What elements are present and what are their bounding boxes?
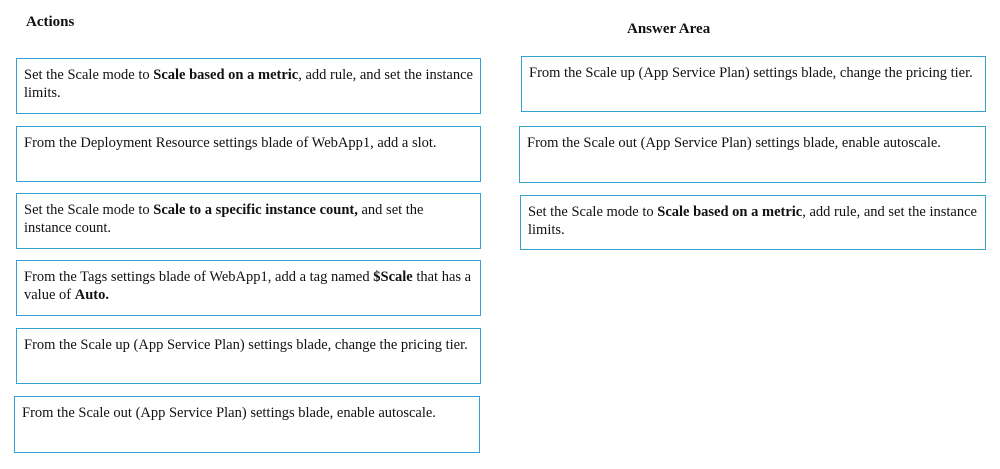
action-item-text: From the Deployment Resource settings blade of WebApp1, add a slot. xyxy=(24,135,437,151)
answer-item-scale-up[interactable] xyxy=(521,56,986,112)
action-item-text: Set the Scale mode to xyxy=(24,67,154,83)
answer-item-text: From the Scale out (App Service Plan) settings blade, enable autoscale. xyxy=(527,135,941,151)
answer-item-text: Set the Scale mode to xyxy=(528,204,658,220)
action-item-text: From the Scale up (App Service Plan) settings blade, change the pricing tier. xyxy=(24,337,468,353)
action-item-deployment-slot[interactable] xyxy=(16,126,481,182)
answer-item-scale-metric[interactable] xyxy=(520,195,986,250)
action-item-tag-scale[interactable] xyxy=(16,260,481,316)
action-item-emphasis: $Scale xyxy=(373,269,413,285)
answer-item-text: , add rule, and set the instance limits. xyxy=(528,204,977,238)
answer-area-heading: Answer Area xyxy=(627,21,711,37)
answer-item-scale-out[interactable] xyxy=(519,126,986,183)
answer-item-emphasis: Scale based on a metric xyxy=(657,204,803,220)
action-item-scale-out[interactable] xyxy=(14,396,480,453)
action-item-text: and set the instance count. xyxy=(24,202,424,236)
action-item-text: From the Tags settings blade of WebApp1, add a tag named xyxy=(24,269,374,285)
actions-heading: Actions xyxy=(26,14,75,30)
action-item-emphasis: Scale based on a metric xyxy=(153,67,299,83)
action-item-emphasis: Auto. xyxy=(74,287,109,303)
action-item-emphasis: Scale to a specific instance count, xyxy=(153,202,358,218)
action-item-text: From the Scale out (App Service Plan) settings blade, enable autoscale. xyxy=(22,405,436,421)
action-item-text: that has a value of xyxy=(24,269,472,303)
action-item-scale-metric[interactable] xyxy=(16,58,481,114)
action-item-text: Set the Scale mode to xyxy=(24,202,154,218)
action-item-scale-instance-count[interactable] xyxy=(16,193,481,249)
action-item-text: , add rule, and set the instance limits. xyxy=(24,67,473,101)
answer-item-text: From the Scale up (App Service Plan) settings blade, change the pricing tier. xyxy=(529,65,973,81)
action-item-scale-up[interactable] xyxy=(16,328,481,384)
